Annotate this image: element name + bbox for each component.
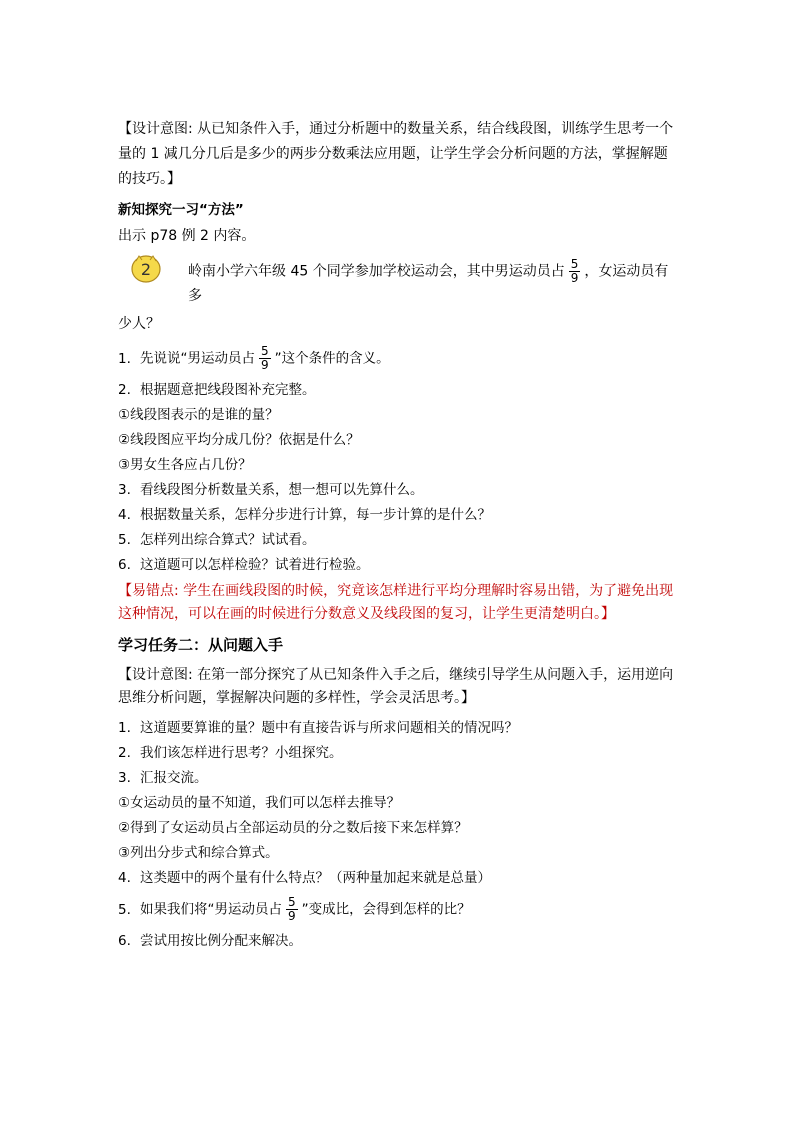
fraction-five-ninths-q1: $\frac{5}{9}$	[261, 344, 269, 372]
design-intent-2: 【设计意图: 在第一部分探究了从已知条件入手之后，继续引导学生从问题入手，运用逆向思维分析问题，掌握解决问题的多样性，学会灵活思考。】	[118, 667, 674, 706]
section-title-1: 新知探究一习“方法”	[118, 202, 244, 218]
question-1-1: 1. 先说说“男运动员占 $\frac{5}{9}$ ”这个条件的含义。	[118, 344, 390, 372]
example-problem	[118, 252, 680, 335]
question-2-4: 4. 这类题中的两个量有什么特点？（两种量加起来就是总量）	[118, 870, 491, 886]
question-1-3: 3. 看线段图分析数量关系，想一想可以先算什么。	[118, 482, 424, 498]
document-page	[118, 117, 680, 956]
question-2-1: 1. 这道题要算谁的量？题中有直接告诉与所求问题相关的情况吗？	[118, 720, 518, 736]
sub-question-2-b: ②得到了女运动员占全部运动员的分之数后接下来怎样算？	[118, 820, 468, 836]
sub-question-2-c: ③列出分步式和综合算式。	[118, 845, 279, 861]
sub-question-1-c: ③男女生各应占几份？	[118, 457, 252, 473]
sub-question-2-a: ①女运动员的量不知道，我们可以怎样去推导？	[118, 795, 401, 811]
show-content-line: 出示 p78 例 2 内容。	[118, 228, 256, 244]
section-title-2: 学习任务二：从问题入手	[118, 636, 284, 654]
example-text-continued: 少人？	[118, 316, 160, 332]
sub-question-1-b: ②线段图应平均分成几份？依据是什么？	[118, 432, 360, 448]
question-1-4: 4. 根据数量关系，怎样分步进行计算，每一步计算的是什么？	[118, 507, 491, 523]
example-text	[118, 252, 680, 307]
example-text-after: ，女运动员有多	[188, 263, 669, 304]
question-2-5: 5. 如果我们将“男运动员占 $\frac{5}{9}$ ”变成比，会得到怎样的比？	[118, 895, 471, 923]
error-note: 【易错点: 学生在画线段图的时候，究竟该怎样进行平均分理解时容易出错，为了避免出现这种情况，可以在画的时候进行分数意义及线段图的复习，让学生更清楚明白。】	[118, 583, 674, 622]
badge-number: 2	[140, 260, 152, 279]
question-1-6: 6. 这道题可以怎样检验？试着进行检验。	[118, 557, 370, 573]
design-intent-1: 【设计意图: 从已知条件入手，通过分析题中的数量关系，结合线段图，训练学生思考一个量的 1 减几分几后是多少的两步分数乘法应用题，让学生学会分析问题的方法，掌握解题的技巧。】	[118, 121, 674, 187]
question-1-5: 5. 怎样列出综合算式？试试看。	[118, 532, 316, 548]
question-2-2: 2. 我们该怎样进行思考？小组探究。	[118, 745, 343, 761]
sub-question-1-a: ①线段图表示的是谁的量？	[118, 407, 279, 423]
fraction-five-ninths-q5: $\frac{5}{9}$	[288, 895, 296, 923]
fraction-five-ninths: $\frac{5}{9}$	[570, 257, 579, 285]
example-text-before: 岭南小学六年级 45 个同学参加学校运动会，其中男运动员占	[188, 263, 565, 280]
question-1-2: 2. 根据题意把线段图补充完整。	[118, 382, 316, 398]
example-number-badge-icon	[128, 252, 164, 284]
question-2-3: 3. 汇报交流。	[118, 770, 208, 786]
question-2-6: 6. 尝试用按比例分配来解决。	[118, 933, 302, 949]
